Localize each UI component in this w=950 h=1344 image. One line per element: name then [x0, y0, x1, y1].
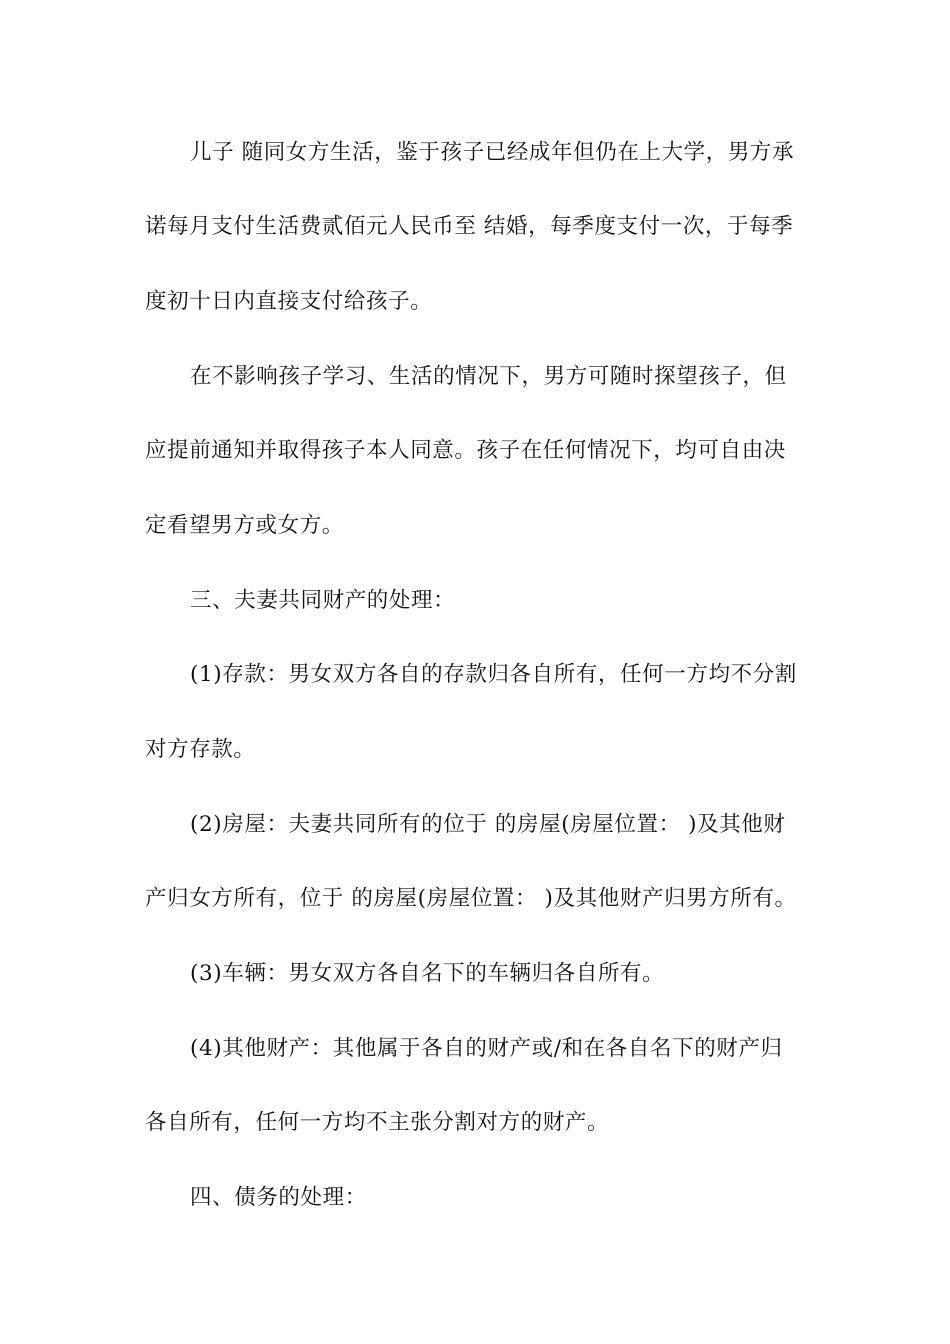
paragraph-line: 度初十日内直接支付给孩子。 [145, 289, 433, 314]
paragraph-line: (1)存款：男女双方各自的存款归各自所有，任何一方均不分割 [190, 662, 797, 687]
paragraph-line: 定看望男方或女方。 [145, 513, 344, 538]
section-heading: 四、债务的处理： [190, 1185, 367, 1210]
paragraph-line: (2)房屋：夫妻共同所有的位于 的房屋(房屋位置： )及其他财 [190, 812, 786, 837]
paragraph-line: 各自所有，任何一方均不主张分割对方的财产。 [145, 1110, 610, 1135]
paragraph-line: 对方存款。 [145, 737, 256, 762]
paragraph-line: (4)其他财产：其他属于各自的财产或/和在各自名下的财产归 [190, 1036, 783, 1061]
paragraph-line: 诺每月支付生活费贰佰元人民币至 结婚，每季度支付一次，于每季 [145, 214, 794, 239]
paragraph-line: 儿子 随同女方生活，鉴于孩子已经成年但仍在上大学，男方承 [190, 140, 795, 165]
section-heading: 三、夫妻共同财产的处理： [190, 588, 456, 613]
paragraph-line: 应提前通知并取得孩子本人同意。孩子在任何情况下，均可自由决 [145, 438, 786, 463]
paragraph-line: 产归女方所有，位于 的房屋(房屋位置： )及其他财产归男方所有。 [145, 886, 797, 911]
paragraph-line: 在不影响孩子学习、生活的情况下，男方可随时探望孩子，但 [190, 364, 787, 389]
paragraph-line: (3)车辆：男女双方各自名下的车辆归各自所有。 [190, 961, 665, 986]
